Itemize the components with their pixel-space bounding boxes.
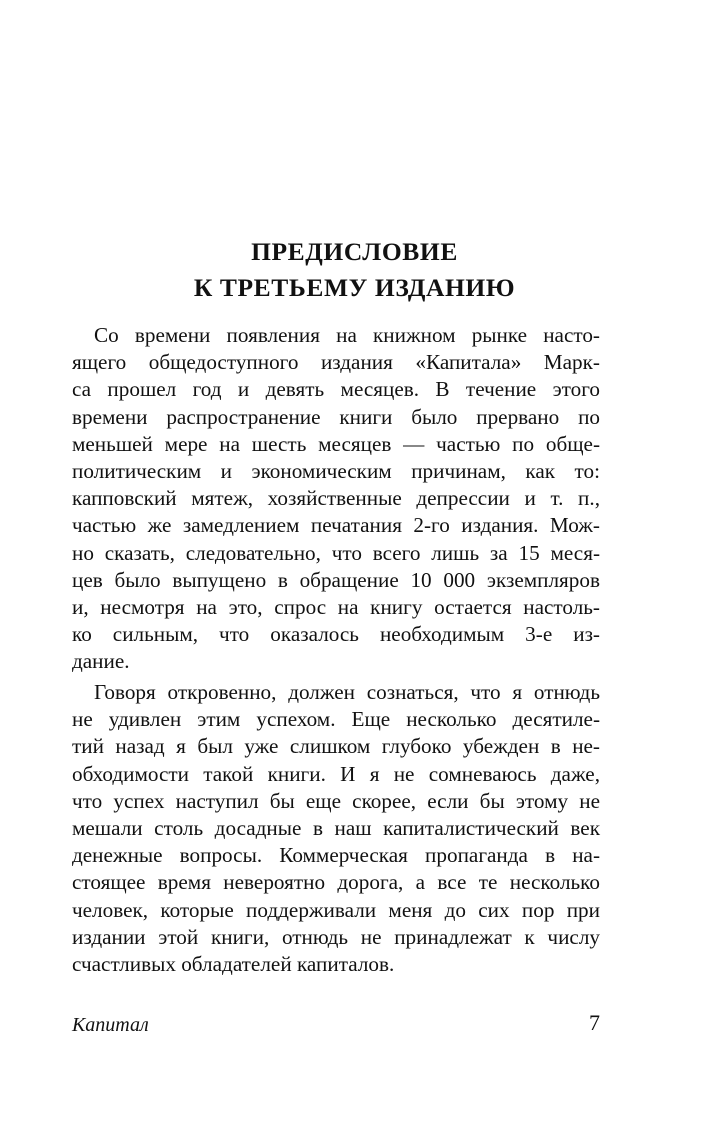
text-line: денежные вопросы. Коммерческая пропаганда в на- — [72, 843, 600, 868]
page-number: 7 — [589, 1010, 600, 1035]
chapter-heading-line-1: ПРЕДИСЛОВИЕ — [251, 237, 458, 266]
text-line: цев было выпущено в обращение 10 000 экземпляров — [72, 567, 600, 592]
text-line: издании этой книги, отнюдь не принадлежат к числу — [72, 924, 600, 949]
text-line: са прошел год и девять месяцев. В течение этого — [72, 377, 600, 402]
text-line: человек, которые поддерживали меня до сих пор при — [72, 897, 600, 922]
text-line: мешали столь досадные в наш капиталистический век — [72, 815, 600, 840]
text-line: и, несмотря на это, спрос на книгу остается настоль- — [72, 594, 600, 619]
text-line: дание. — [72, 649, 130, 674]
chapter-heading-line-2: К ТРЕТЬЕМУ ИЗДАНИЮ — [193, 273, 516, 302]
paragraph-1 — [72, 322, 600, 675]
running-footer-title: Капитал — [72, 1014, 149, 1036]
text-line: что успех наступил бы еще скорее, если бы этому не — [72, 788, 600, 813]
text-line: меньшей мере на шесть месяцев — частью по обще- — [72, 431, 600, 456]
text-line: частью же замедлением печатания 2-го издания. Мож- — [72, 513, 600, 538]
text-line: Со времени появления на книжном рынке насто- — [94, 323, 600, 347]
text-line: обходимости такой книги. И я не сомневаюсь даже, — [72, 761, 600, 786]
text-line: не удивлен этим успехом. Еще несколько десятиле- — [72, 707, 600, 732]
text-line: счастливых обладателей капиталов. — [72, 951, 395, 976]
text-line: капповский мятеж, хозяйственные депрессии и т. п., — [72, 486, 600, 511]
text-line: тий назад я был уже слишком глубоко убежден в не- — [72, 734, 600, 759]
text-line: ко сильным, что оказалось необходимым 3-е из- — [72, 622, 600, 647]
text-line: Говоря откровенно, должен сознаться, что я отнюдь — [94, 680, 600, 704]
text-line: стоящее время невероятно дорога, а все те несколько — [72, 870, 600, 895]
text-line: политическим и экономическим причинам, как то: — [72, 458, 600, 483]
text-line: но сказать, следовательно, что всего лишь за 15 меся- — [72, 540, 600, 565]
paragraph-2 — [72, 679, 600, 978]
text-line: времени распространение книги было прервано по — [72, 404, 600, 429]
text-line: ящего общедоступного издания «Капитала» Марк- — [72, 350, 600, 375]
